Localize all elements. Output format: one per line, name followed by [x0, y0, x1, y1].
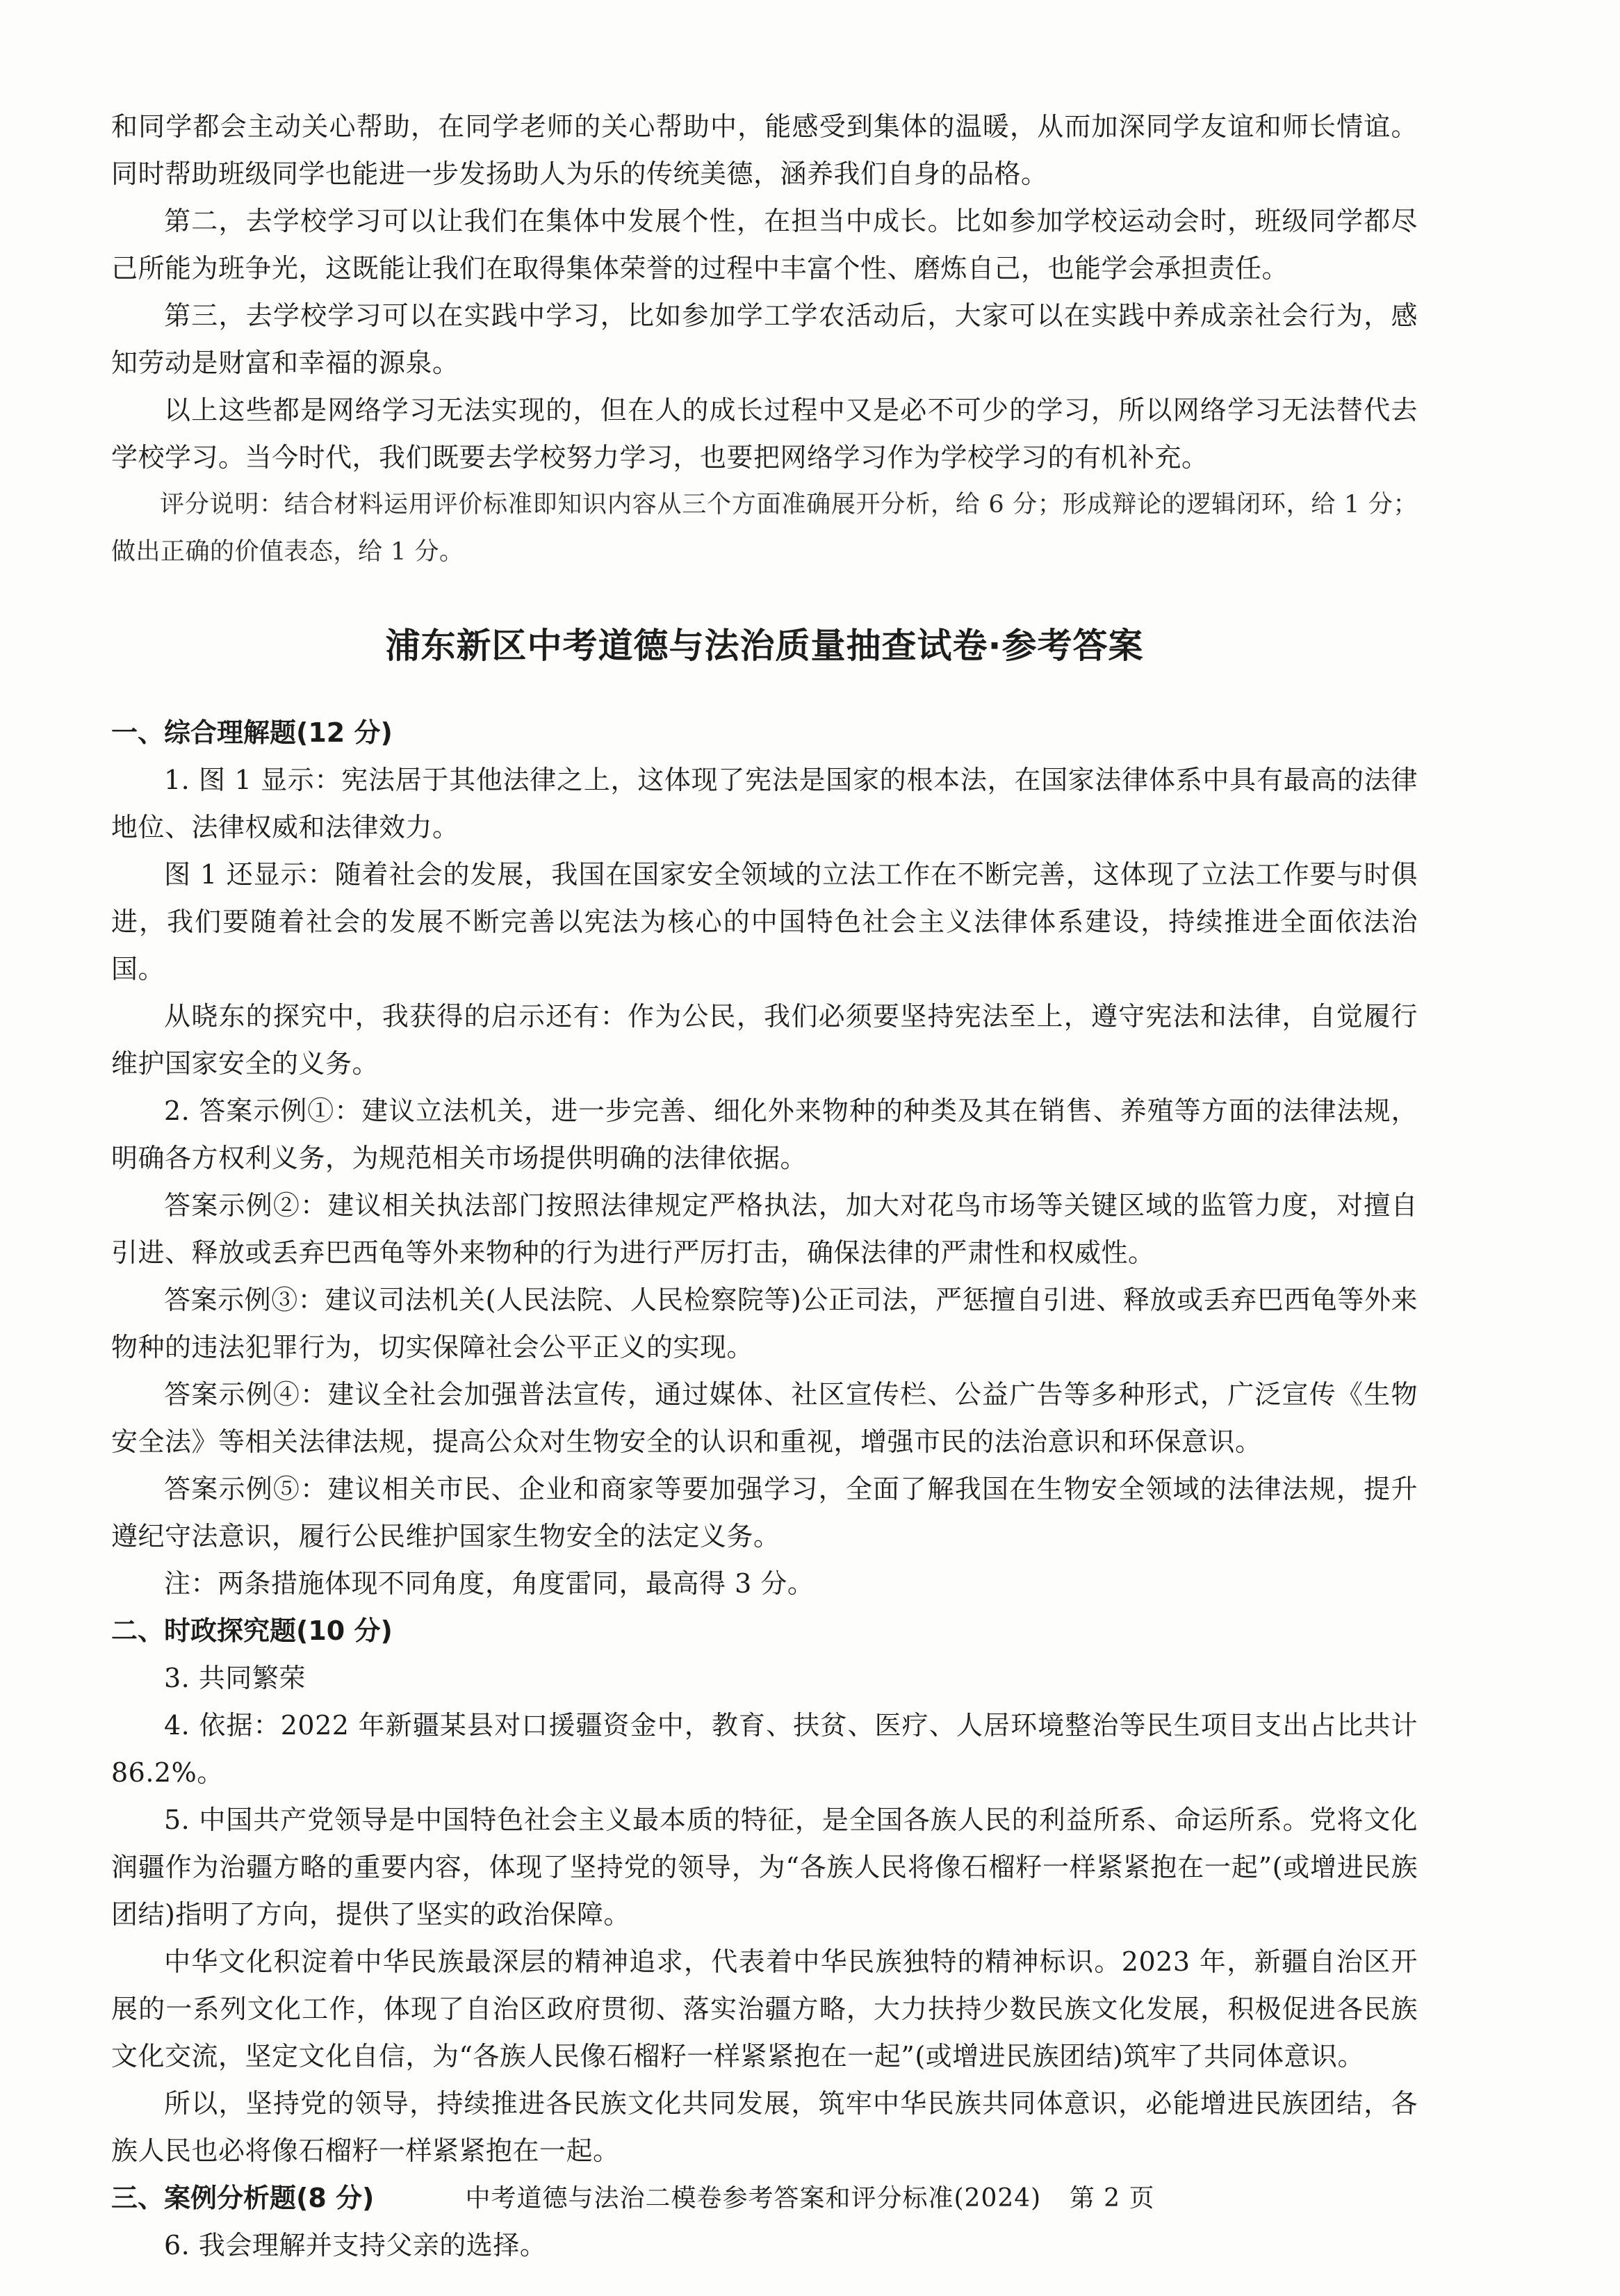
section-2-paragraph-1: 3. 共同繁荣 [164, 1663, 306, 1693]
scoring-note: 评分说明：结合材料运用评价标准即知识内容从三个方面准确展开分析，给 6 分；形成辩论的逻辑闭环，给 1 分；做出正确的价值表态，给 1 分。 [111, 491, 1418, 566]
section-1-paragraph-6: 答案示例③：建议司法机关(人民法院、人民检察院等)公正司法，严惩擅自引进、释放或丢弃巴西龟等外来物种的违法犯罪行为，切实保障社会公平正义的实现。 [111, 1285, 1418, 1362]
section-1-paragraph-1: 1. 图 1 显示：宪法居于其他法律之上，这体现了宪法是国家的根本法，在国家法律体系中具有最高的法律地位、法律权威和法律效力。 [111, 765, 1418, 842]
intro-paragraph-4: 以上这些都是网络学习无法实现的，但在人的成长过程中又是必不可少的学习，所以网络学习无法替代去学校学习。当今时代，我们既要去学校努力学习，也要把网络学习作为学校学习的有机补充。 [111, 395, 1418, 473]
section-2-paragraph-2: 4. 依据：2022 年新疆某县对口援疆资金中，教育、扶贫、医疗、人居环境整治等民生项目支出占比共计 86.2%。 [111, 1710, 1418, 1788]
section-1-paragraph-8: 答案示例⑤：建议相关市民、企业和商家等要加强学习，全面了解我国在生物安全领域的法律法规，提升遵纪守法意识，履行公民维护国家生物安全的法定义务。 [111, 1474, 1418, 1552]
document-title: 浦东新区中考道德与法治质量抽查试卷·参考答案 [385, 626, 1144, 666]
section-1-paragraph-5: 答案示例②：建议相关执法部门按照法律规定严格执法，加大对花鸟市场等关键区域的监管力度，对擅自引进、释放或丢弃巴西龟等外来物种的行为进行严厉打击，确保法律的严肃性和权威性。 [111, 1190, 1418, 1268]
section-2-heading: 二、时政探究题(10 分) [111, 1615, 393, 1646]
page-content [111, 103, 1418, 2269]
page-number: 第 2 页 [1069, 2184, 1155, 2213]
section-1-paragraph-3: 从晓东的探究中，我获得的启示还有：作为公民，我们必须要坚持宪法至上，遵守宪法和法律，自觉履行维护国家安全的义务。 [111, 1001, 1418, 1079]
section-1-paragraph-4: 2. 答案示例①：建议立法机关，进一步完善、细化外来物种的种类及其在销售、养殖等方面的法律法规，明确各方权利义务，为规范相关市场提供明确的法律依据。 [111, 1096, 1418, 1173]
section-1-paragraph-9: 注：两条措施体现不同角度，角度雷同，最高得 3 分。 [164, 1568, 815, 1599]
section-2-paragraph-3: 5. 中国共产党领导是中国特色社会主义最本质的特征，是全国各族人民的利益所系、命运所系。党将文化润疆作为治疆方略的重要内容，体现了坚持党的领导，为“各族人民将像石榴籽一样紧紧抱在一起”(或增进民族团结)指明了方向，提供了坚实的政治保障。 [111, 1805, 1418, 1930]
section-1-paragraph-2: 图 1 还显示：随着社会的发展，我国在国家安全领域的立法工作在不断完善，这体现了立法工作要与时俱进，我们要随着社会的发展不断完善以宪法为核心的中国特色社会主义法律体系建设，持续推进全面依法治国。 [111, 859, 1418, 984]
section-3-paragraph-1: 6. 我会理解并支持父亲的选择。 [164, 2230, 547, 2261]
section-2-paragraph-4: 中华文化积淀着中华民族最深层的精神追求，代表着中华民族独特的精神标识。2023 年，新疆自治区开展的一系列文化工作，体现了自治区政府贯彻、落实治疆方略，大力扶持少数民族文化发展，积极促进各民族文化交流，坚定文化自信，为“各族人民像石榴籽一样紧紧抱在一起”(或增进民族团结)筑牢了共同体意识。 [111, 1946, 1418, 2071]
section-1-heading: 一、综合理解题(12 分) [111, 717, 393, 748]
intro-paragraph-1: 和同学都会主动关心帮助，在同学老师的关心帮助中，能感受到集体的温暖，从而加深同学友谊和师长情谊。同时帮助班级同学也能进一步发扬助人为乐的传统美德，涵养我们自身的品格。 [111, 111, 1418, 189]
section-1-paragraph-7: 答案示例④：建议全社会加强普法宣传，通过媒体、社区宣传栏、公益广告等多种形式，广泛宣传《生物安全法》等相关法律法规，提高公众对生物安全的认识和重视，增强市民的法治意识和环保意识。 [111, 1379, 1418, 1457]
intro-paragraph-3: 第三，去学校学习可以在实践中学习，比如参加学工学农活动后，大家可以在实践中养成亲社会行为，感知劳动是财富和幸福的源泉。 [111, 300, 1418, 378]
intro-paragraph-2: 第二，去学校学习可以让我们在集体中发展个性，在担当中成长。比如参加学校运动会时，班级同学都尽己所能为班争光，这既能让我们在取得集体荣誉的过程中丰富个性、磨炼自己，也能学会承担责任。 [111, 206, 1418, 284]
section-3-heading: 三、案例分析题(8 分) [111, 2183, 375, 2213]
footer-title: 中考道德与法治二模卷参考答案和评分标准(2024) [465, 2184, 1042, 2213]
section-2-paragraph-5: 所以，坚持党的领导，持续推进各民族文化共同发展，筑牢中华民族共同体意识，必能增进民族团结，各族人民也必将像石榴籽一样紧紧抱在一起。 [111, 2088, 1418, 2166]
page-footer [0, 2181, 1620, 2216]
